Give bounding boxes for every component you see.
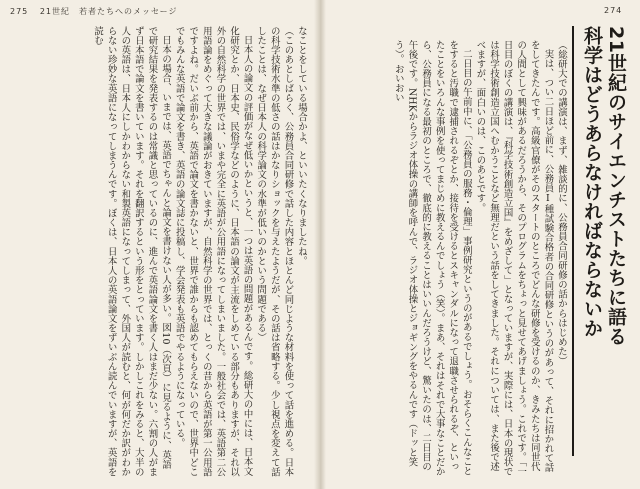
chapter-title-line-2: 科学はどうあらなければならないか (581, 26, 603, 338)
left-page-body (12, 26, 308, 478)
book-gutter (314, 0, 326, 489)
left-page-number: 275 (10, 7, 29, 16)
chapter-title-line-1: 21世紀のサイエンチストたちに語る (605, 26, 627, 346)
left-running-head (10, 6, 178, 17)
body-paragraph: 実は、つい二日ほど前に、公務員Ⅰ種試験合格者の合同研修というのがあって、それに招かれて話をしてきたんです。高級官僚がそのスタートのところでどんな研修を受けるのか、きみたちは同世代の人間として興味があるだろうから、そのプログラムをちょっと見せてあげましょう。これです。「一日目のぼくの講演は、『科学技術創造立国』をめざして」となっていますが、実際には、日本の現状では科学技術創造立国へむかうことなど無理だという話をしてきました。それについては、また後で述べますが、面白いのは、このあとです。 (474, 40, 554, 477)
body-paragraph: 二日目の午前中に、「公務員の服務・倫理」事例研究というのがあるでしょう。おそらくこんなことをすると汚職で逮捕されるぞとか、接待を受けるとスキャンダルになって退職させられるぞ、といったことをいろんな事例を使ってまじめに教えるんでしょう（笑）。まあ、それはそれで大事なことだから、公務員になる最初のところで、徹底的に教えることはいいんだろうけど、驚いたのは、二日目の午後です。NHKからラジオ体操の講師を呼んで、ラジオ体操とジョギングをやるんです（ドッと笑う）。おいおい (392, 40, 472, 477)
title-divider (572, 26, 574, 456)
body-paragraph: なことをしている場合かよ、といいたくなりましたね。 (296, 26, 307, 266)
chapter-title (574, 26, 628, 466)
body-paragraph: 日本人の論文の評価がなぜ低いかというと、一つは英語の問題があるんです。総研大の中には、日本文化研究とか、日本史、民俗学などのように、日本語の論文が主流をしめている部分もありますが、それ以外の自然科学の世界では、いまや完全に英語が公用語になってしまいました。一般社会では、英語第二公用語論をめぐって大きな議論がおきていますが、自然科学の世界では、とっくの昔から英語が第一公用語ですよね。だいぶ前から、英語で論文を書かないと、世界で誰からも認めてもらえないので、世界中どこでもみんな英語で論文を書き、英語の論文誌に投稿し、学会発表も英語でやるようになっている。 (173, 26, 253, 477)
right-page-number: 274 (604, 6, 623, 15)
body-paragraph: 日本の場合、いまでは、英語でちゃんと論文を書けない人が多い。図10（次頁）に見るように、英語で研究結果を発表するのは常識と思っているのに、進んで英語論文を書く人はまだ少ない。六割の人がまず日本語で論文を書いています。それを翻訳するという形をとっています。しかしこれをみると、大半の人の英語は、日本人にしかわからない和製英語になってしまって、外国人が読むと、何が何だか訳がわからない珍妙な英語になってしまうんです。ぼくは、日本人の英語論文をずいぶん読んでいますが、英語を読む (92, 26, 172, 477)
body-paragraph: （総研大での講演は、まず、雑談的に、公務員合同研修の話からはじめた） (556, 40, 567, 367)
running-head-title: 21世紀 若者たちへのメッセージ (39, 7, 178, 16)
body-paragraph: （このあとしばらく、公務員合同研修で話した内容とほとんど同じような材料を使って話を進める。日本の科学技術水準の低さの話はかなりショックを与えたようだが、その話は省略する。少し視点を変えて話したことは、なぜ日本人の科学論文の水準が低いのかという問題である） (255, 26, 294, 477)
right-page-body (332, 40, 568, 478)
